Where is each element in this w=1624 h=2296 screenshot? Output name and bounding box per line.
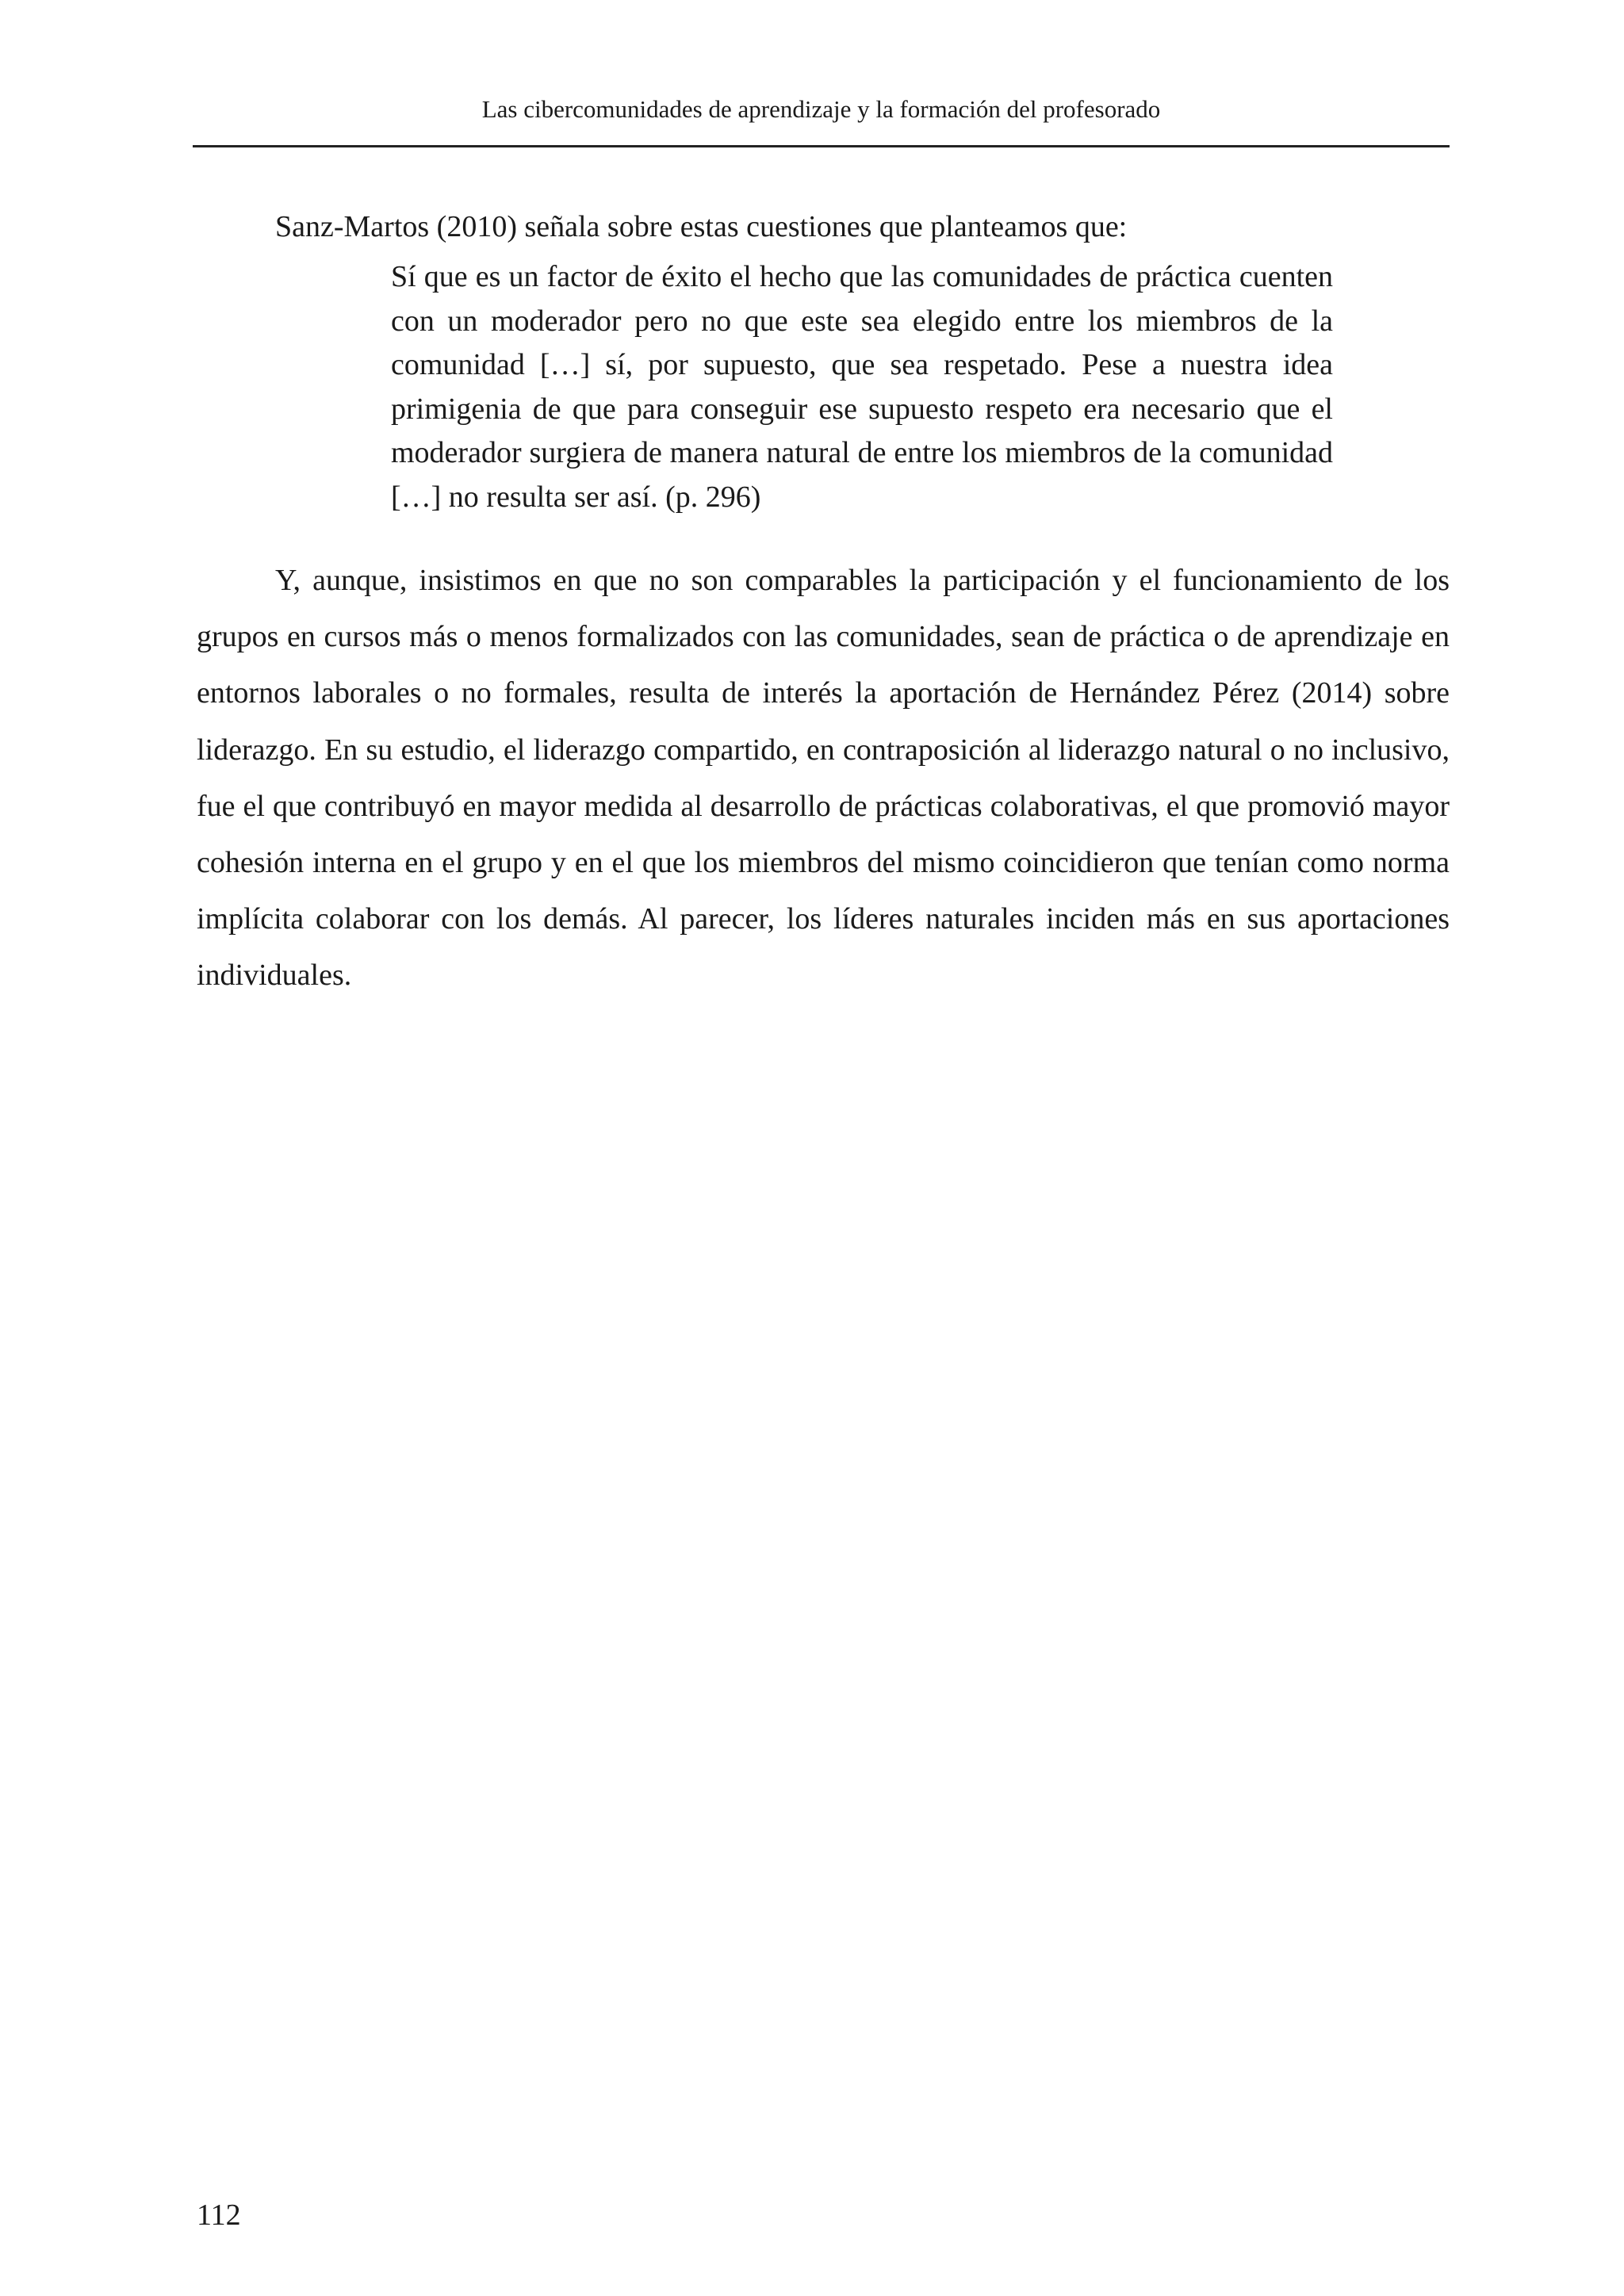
block-quote: Sí que es un factor de éxito el hecho que las comunidades de práctica cuenten con un moderador pero no que este sea elegido entre los miembros de la comunidad […] sí, por supuesto, que sea respetado. Pese a nuestra idea primigenia de que para conseguir ese supuesto respeto era necesario que el moderador surgiera de manera natural de entre los miembros de la comunidad […] no resulta ser así. (p. 296) — [391, 260, 1333, 514]
intro-sentence: Sanz-Martos (2010) señala sobre estas cuestiones que planteamos que: — [275, 210, 1128, 243]
running-header: Las cibercomunidades de aprendizaje y la formación del profesorado — [481, 95, 1161, 123]
body-paragraph: Y, aunque, insistimos en que no son comparables la participación y el funcionamiento de los grupos en cursos más o menos formalizados con las comunidades, sean de práctica o de aprendizaje en entornos laborales o no formales, resulta de interés la aportación de Hernández Pérez (2014) sobre liderazgo. En su estudio, el liderazgo compartido, en contraposición al liderazgo natural o no inclusivo, fue el que contribuyó en mayor medida al desarrollo de prácticas colaborativas, el que promovió mayor cohesión interna en el grupo y en el que los miembros del mismo coincidieron que tenían como norma implícita colaborar con los demás. Al parecer, los líderes naturales inciden más en sus aportaciones individuales. — [197, 564, 1450, 993]
page-number: 112 — [197, 2198, 241, 2232]
header-rule — [193, 145, 1450, 147]
